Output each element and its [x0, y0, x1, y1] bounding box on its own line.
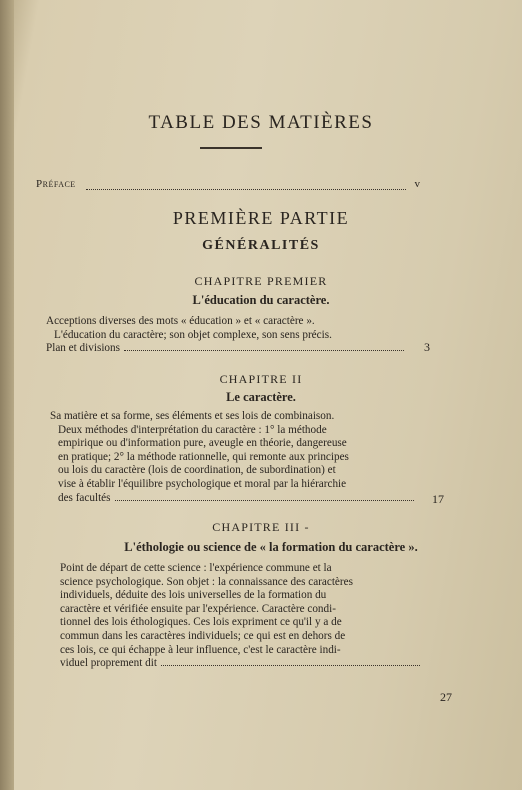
- summary-line: caractère et vérifiée ensuite par l'expérience. Caractère condi-: [60, 602, 336, 615]
- page-title: TABLE DES MATIÈRES: [148, 112, 374, 133]
- summary-line: Acceptions diverses des mots « éducation » et « caractère ».: [46, 315, 315, 327]
- summary-line: empirique ou d'information pure, aveugle en théorie, dangereuse: [58, 437, 347, 450]
- summary-line: des facultés: [58, 491, 111, 504]
- summary-line: L'éducation du caractère; son objet complexe, son sens précis.: [54, 328, 332, 341]
- summary-last-line: [46, 342, 408, 356]
- summary-line: Deux méthodes d'interprétation du caractère : 1° la méthode: [58, 423, 327, 436]
- summary-line: individuels, déduite des lois universelles de la formation du: [60, 589, 327, 602]
- part-title: PREMIÈRE PARTIE: [172, 208, 350, 228]
- summary-line: Plan et divisions: [46, 342, 120, 355]
- dot-leader: [161, 665, 420, 666]
- chapter-page: 17: [432, 492, 444, 506]
- chapter-heading: CHAPITRE II: [219, 372, 303, 386]
- summary-line: tionnel des lois éthologiques. Ces lois expriment ce qu'il y a de: [60, 616, 342, 629]
- chapter-heading: CHAPITRE III -: [212, 520, 310, 534]
- chapter-summary: [60, 562, 424, 671]
- summary-last-line: [60, 657, 424, 671]
- preface-label: Préface: [36, 178, 76, 190]
- summary-line: vise à établir l'équilibre psychologique et moral par la hiérarchie: [58, 477, 347, 490]
- summary-line: Sa matière et sa forme, ses éléments et ses lois de combinaison.: [50, 410, 335, 422]
- chapter-page: 3: [424, 340, 430, 354]
- part-subtitle: GÉNÉRALITÉS: [202, 238, 320, 253]
- chapter-title: L'éthologie ou science de « la formation du caractère ».: [124, 540, 418, 554]
- dot-leader: [115, 500, 415, 501]
- dot-leader: [86, 180, 406, 190]
- chapter-summary: [46, 315, 408, 356]
- summary-last-line: [50, 492, 418, 506]
- summary-line: en pratique; 2° la méthode rationnelle, qui remonte aux principes: [58, 450, 349, 463]
- summary-line: viduel proprement dit: [60, 657, 157, 670]
- summary-line: Point de départ de cette science : l'expérience commune et la: [60, 562, 332, 574]
- title-rule: [200, 147, 262, 149]
- dot-leader: [124, 350, 404, 351]
- summary-line: ces lois, ce qui échappe à leur influence, c'est le caractère indi-: [60, 643, 341, 656]
- summary-line: science psychologique. Son objet : la connaissance des caractères: [60, 575, 353, 588]
- summary-line: commun dans les caractères individuels; ce qui est en dehors de: [60, 629, 346, 642]
- chapter-summary: [50, 410, 418, 505]
- chapter-title: L'éducation du caractère.: [192, 293, 330, 307]
- chapter-title: Le caractère.: [226, 390, 296, 404]
- summary-line: ou lois du caractère (lois de coordination, de subordination) et: [58, 464, 336, 477]
- chapter-heading: CHAPITRE PREMIER: [194, 274, 328, 288]
- preface-entry: [36, 178, 420, 190]
- chapter-page: 27: [440, 690, 452, 704]
- preface-page: v: [414, 178, 420, 190]
